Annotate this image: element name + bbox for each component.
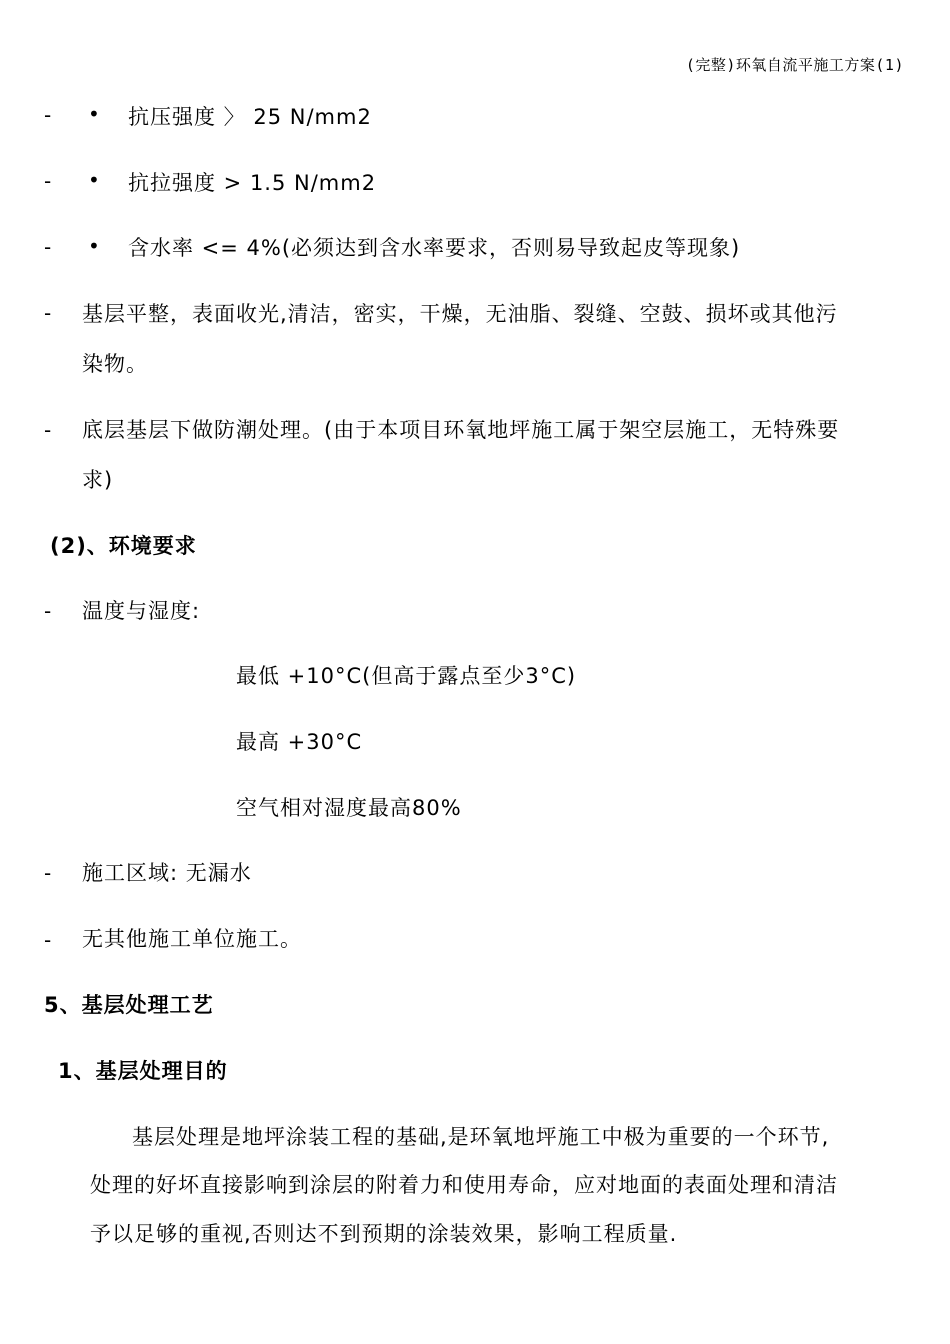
max-humidity: 空气相对湿度最高80% <box>236 796 462 820</box>
min-temperature: 最低 +10°C(但高于露点至少3°C) <box>236 664 577 688</box>
purpose-paragraph-line3: 予以足够的重视,否则达不到预期的涂装效果，影响工程质量. <box>90 1222 678 1246</box>
bullet-dot: • <box>88 102 100 126</box>
list-dash: - <box>44 301 52 325</box>
bullet-dot: • <box>88 168 100 192</box>
list-dash: - <box>44 235 52 259</box>
list-dash: - <box>44 169 52 193</box>
max-temperature: 最高 +30°C <box>236 730 363 754</box>
compressive-strength: 抗压强度 〉 25 N/mm2 <box>128 105 372 129</box>
tensile-strength: 抗拉强度 > 1.5 N/mm2 <box>128 171 377 195</box>
section5-subheading: 1、基层处理目的 <box>58 1059 228 1083</box>
moisture-content: 含水率 <= 4%(必须达到含水率要求，否则易导致起皮等现象) <box>128 236 741 260</box>
list-dash: - <box>44 861 52 885</box>
temperature-humidity-label: 温度与湿度: <box>82 599 201 623</box>
purpose-paragraph-line2: 处理的好坏直接影响到涂层的附着力和使用寿命，应对地面的表面处理和清洁 <box>90 1173 838 1197</box>
page-header: (完整)环氧自流平施工方案(1) <box>685 56 904 74</box>
construction-area: 施工区域: 无漏水 <box>82 861 252 885</box>
damp-proof-line2: 求) <box>82 468 114 492</box>
list-dash: - <box>44 418 52 442</box>
damp-proof-line1: 底层基层下做防潮处理。(由于本项目环氧地坪施工属于架空层施工，无特殊要 <box>82 418 840 442</box>
list-dash: - <box>44 928 52 952</box>
section5-heading: 5、基层处理工艺 <box>44 993 214 1017</box>
purpose-paragraph-line1: 基层处理是地坪涂装工程的基础,是环氧地坪施工中极为重要的一个环节, <box>132 1125 830 1149</box>
list-dash: - <box>44 599 52 623</box>
bullet-dot: • <box>88 234 100 258</box>
no-other-contractors: 无其他施工单位施工。 <box>82 927 302 951</box>
substrate-flat-line1: 基层平整，表面收光,清洁，密实，干燥，无油脂、裂缝、空鼓、损坏或其他污 <box>82 302 838 326</box>
environment-heading: (2)、环境要求 <box>50 534 197 558</box>
list-dash: - <box>44 103 52 127</box>
substrate-flat-line2: 染物。 <box>82 352 148 376</box>
